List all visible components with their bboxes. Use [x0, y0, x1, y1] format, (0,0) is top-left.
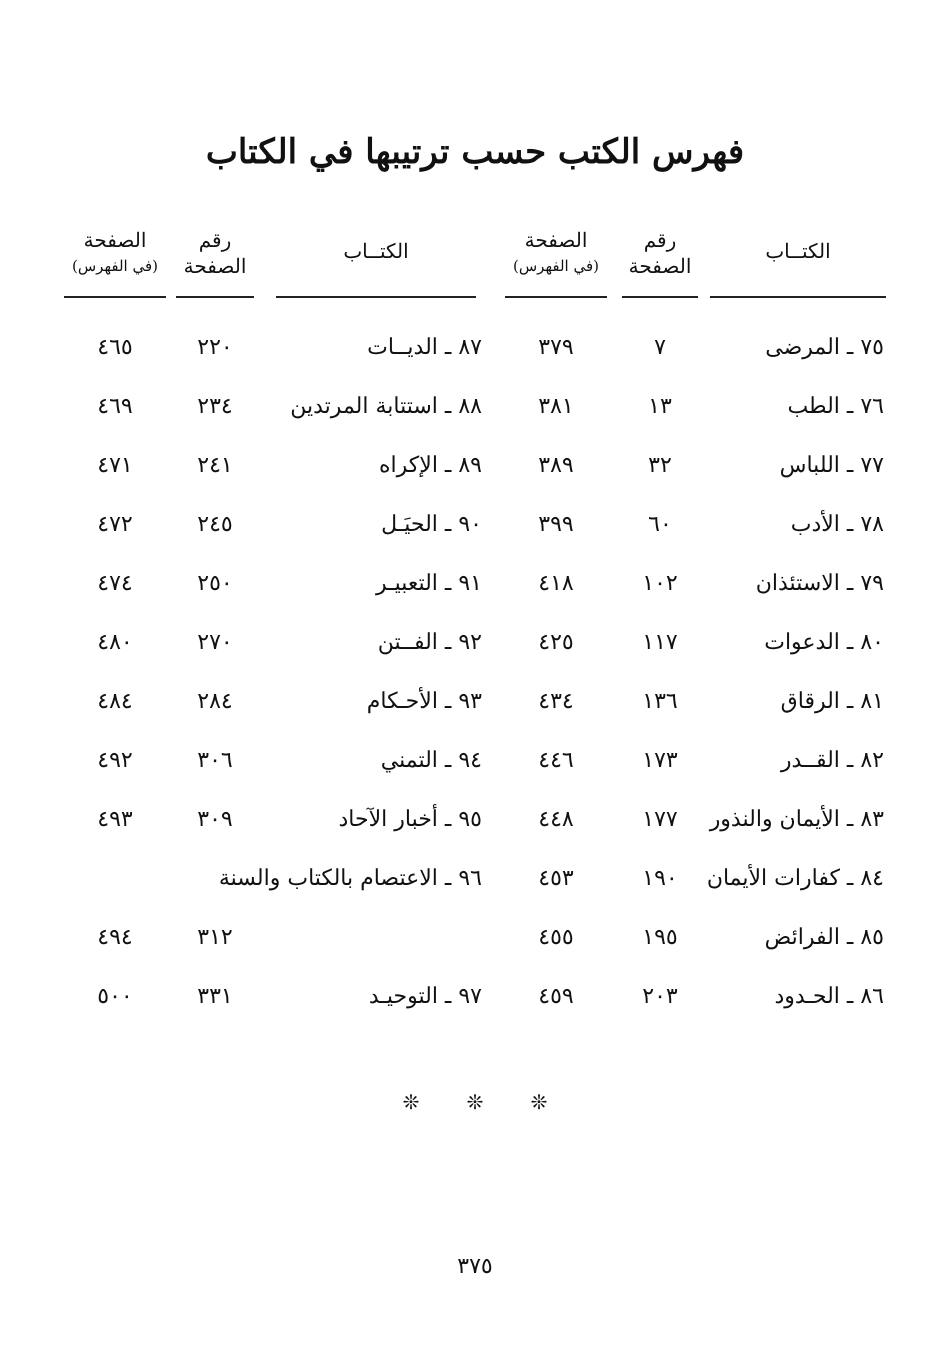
header-left-index-page-line1: الصفحة	[83, 228, 147, 252]
page-number: ٣٧٥	[457, 1254, 493, 1279]
right-row-index-page: ٣٧٩	[538, 335, 574, 360]
right-row-book: ٨١ ـ الرقاق	[780, 689, 884, 714]
header-right-index-page-line2: (في الفهرس)	[513, 257, 599, 275]
header-left-page-number	[176, 227, 254, 279]
left-row-index-page: ٤٨٤	[97, 689, 133, 714]
right-row-index-page: ٤٢٥	[538, 630, 574, 655]
right-row-page: ١٣	[648, 394, 672, 419]
right-row-book: ٨٠ ـ الدعوات	[764, 630, 884, 655]
right-row-index-page: ٤٤٦	[538, 748, 574, 773]
right-row-page: ٣٢	[648, 453, 672, 478]
left-row-page: ٢٣٤	[197, 394, 233, 419]
right-row-book: ٧٧ ـ اللباس	[779, 453, 884, 478]
page-title: فهرس الكتب حسب ترتيبها في الكتاب	[205, 132, 745, 172]
left-row-book: ٩٧ ـ التوحيـد	[368, 984, 482, 1009]
separator-star-icon: ❊	[466, 1090, 484, 1114]
right-row-page: ١٧٧	[642, 807, 678, 832]
right-row-index-page: ٤٤٨	[538, 807, 574, 832]
left-row-book: ٨٧ ـ الديــات	[367, 335, 482, 360]
right-row-book: ٨٢ ـ القــدر	[780, 748, 884, 773]
header-rule	[505, 296, 607, 298]
left-row-index-page: ٥٠٠	[97, 984, 133, 1009]
header-right-index-page-line1: الصفحة	[524, 228, 588, 252]
right-row-page: ٦٠	[648, 512, 672, 537]
right-row-page: ١٠٢	[642, 571, 678, 596]
left-row-index-page: ٤٩٤	[97, 925, 133, 950]
header-rule	[176, 296, 254, 298]
right-row-index-page: ٣٨٩	[538, 453, 574, 478]
header-right-page-number-line1: رقم	[643, 228, 677, 252]
left-row-book: ٩٦ ـ الاعتصام بالكتاب والسنة	[218, 866, 482, 891]
header-right-page-number	[622, 227, 698, 279]
header-left-page-number-line2: الصفحة	[183, 254, 247, 278]
header-left-book: الكتــاب	[343, 239, 409, 263]
right-row-page: ١٩٥	[642, 925, 678, 950]
right-row-index-page: ٤٥٣	[538, 866, 574, 891]
left-row-page: ٢٤٥	[197, 512, 233, 537]
left-row-page: ٢٥٠	[197, 571, 233, 596]
header-left-page-number-line1: رقم	[198, 228, 232, 252]
left-row-page: ٢٨٤	[197, 689, 233, 714]
right-row-index-page: ٤١٨	[538, 571, 574, 596]
left-row-book: ٩٥ ـ أخبار الآحاد	[338, 807, 482, 832]
left-row-book: ٩٢ ـ الفــتن	[377, 630, 482, 655]
right-row-page: ٢٠٣	[642, 984, 678, 1009]
section-separator	[0, 1090, 950, 1114]
right-row-page: ١٧٣	[642, 748, 678, 773]
left-row-page: ٢٢٠	[197, 335, 233, 360]
right-row-index-page: ٣٩٩	[538, 512, 574, 537]
left-row-page: ٣١٢	[197, 925, 233, 950]
header-rule	[622, 296, 698, 298]
right-row-book: ٨٥ ـ الفرائض	[764, 925, 884, 950]
left-row-page: ٣٣١	[197, 984, 233, 1009]
right-row-index-page: ٤٥٩	[538, 984, 574, 1009]
right-row-index-page: ٤٥٥	[538, 925, 574, 950]
left-row-book: ٨٨ ـ استتابة المرتدين	[290, 394, 482, 419]
header-left-index-page	[64, 227, 166, 279]
left-row-index-page: ٤٧٢	[97, 512, 133, 537]
header-rule	[64, 296, 166, 298]
right-row-book: ٧٦ ـ الطب	[787, 394, 884, 419]
header-rule	[276, 296, 476, 298]
right-row-book: ٨٣ ـ الأيمان والنذور	[709, 807, 884, 832]
left-row-book: ٨٩ ـ الإكراه	[379, 453, 482, 478]
left-row-page: ٢٤١	[197, 453, 233, 478]
right-row-book: ٧٥ ـ المرضى	[765, 335, 884, 360]
header-right-book: الكتــاب	[765, 239, 831, 263]
left-row-index-page: ٤٦٥	[97, 335, 133, 360]
right-row-book: ٨٦ ـ الحـدود	[774, 984, 884, 1009]
header-right-index-page	[505, 227, 607, 279]
left-row-book: ٩١ ـ التعبيـر	[375, 571, 482, 596]
left-row-book: ٩٠ ـ الحيَـل	[381, 512, 482, 537]
header-right-page-number-line2: الصفحة	[628, 254, 692, 278]
separator-star-icon: ❊	[402, 1090, 420, 1114]
right-row-index-page: ٤٣٤	[538, 689, 574, 714]
header-rule	[710, 296, 886, 298]
separator-star-icon: ❊	[530, 1090, 548, 1114]
left-row-index-page: ٤٨٠	[97, 630, 133, 655]
right-row-page: ١١٧	[642, 630, 678, 655]
left-row-index-page: ٤٩٢	[97, 748, 133, 773]
right-row-book: ٧٩ ـ الاستئذان	[755, 571, 884, 596]
header-left-index-page-line2: (في الفهرس)	[72, 257, 158, 275]
right-row-page: ١٣٦	[642, 689, 678, 714]
left-row-book: ٩٣ ـ الأحـكام	[366, 689, 482, 714]
right-row-book: ٧٨ ـ الأدب	[790, 512, 884, 537]
right-row-page: ١٩٠	[642, 866, 678, 891]
left-row-page: ٢٧٠	[197, 630, 233, 655]
left-row-index-page: ٤٦٩	[97, 394, 133, 419]
left-row-book: ٩٤ ـ التمني	[380, 748, 482, 773]
left-row-page: ٣٠٦	[197, 748, 233, 773]
left-row-page: ٣٠٩	[197, 807, 233, 832]
right-row-page: ٧	[654, 335, 666, 360]
right-row-book: ٨٤ ـ كفارات الأيمان	[706, 866, 884, 891]
left-row-index-page: ٤٩٣	[97, 807, 133, 832]
left-row-index-page: ٤٧١	[97, 453, 133, 478]
right-row-index-page: ٣٨١	[538, 394, 574, 419]
left-row-index-page: ٤٧٤	[97, 571, 133, 596]
